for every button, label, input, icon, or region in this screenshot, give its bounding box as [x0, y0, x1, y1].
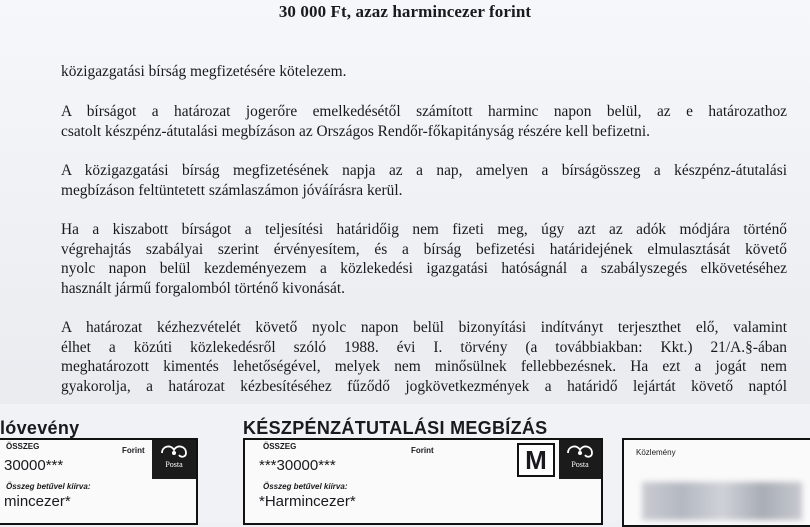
posta-logo: [152, 440, 196, 480]
amount-title: 30 000 Ft, azaz harmincezer forint: [278, 2, 532, 21]
payment-form: [0, 404, 810, 521]
text-line: gyakorolja, a határozat kézbesítéséhez fűződő jogkövetkezmények a határidő lejártát követő naptól: [61, 377, 787, 395]
amount-label: ÖSSZEG: [263, 442, 297, 451]
amount-label: ÖSSZEG: [6, 442, 40, 451]
transfer-form-heading: KÉSZPÉNZÁTUTALÁSI MEGBÍZÁS: [243, 418, 548, 438]
text-line: élhet a közúti közlekedésről szóló 1988. évi I. törvény (a továbbiakban: Kkt.) 21/A.§-ában: [61, 338, 787, 356]
note-label: Közlemény: [636, 448, 676, 457]
receipt-words-box: [0, 479, 198, 525]
text-line: A bírságot a határozat jogerőre emelkedésétől számított harminc napon belül, az e határozathoz: [61, 103, 787, 120]
text-line: megbízáson feltüntetett számlaszámon jóváírásra kerül.: [61, 181, 403, 199]
transfer-amount-value: ***30000***: [259, 457, 336, 474]
words-label: Összeg betűvel kiírva:: [6, 482, 91, 491]
transfer-words-box: [243, 479, 603, 525]
note-box: [622, 438, 810, 527]
paragraph-4: [61, 220, 787, 298]
transfer-words-value: *Harmincezer*: [259, 493, 356, 510]
text-line: Ha a kiszabott bírságot a teljesítési határidőig nem fizeti meg, úgy azt az adók módjára történő: [61, 221, 787, 238]
redacted-area: [642, 482, 802, 520]
posta-label: Posta: [165, 460, 183, 469]
paragraph-3: [61, 161, 787, 200]
paragraph-1: [61, 62, 787, 82]
text-line: nyolc napon belül kezdeményezem a közlekedési igazgatási hatóságnál a szabályszegés elkövetéséhez: [61, 260, 787, 278]
text-line: csatolt készpénz-átutalási megbízáson az Országos Rendőr-főkapitányság részére kell befizetni.: [61, 122, 650, 140]
text-line: végrehajtás szabályai szerint érvényesítem, és a bírság befizetési határidejének elmulasztását követő: [61, 240, 787, 258]
receipt-words-value: mincezer*: [4, 493, 71, 510]
receipt-amount-box: [0, 438, 198, 482]
paragraph-2: [61, 102, 787, 141]
receipt-heading: lóvevény: [0, 418, 80, 438]
text-line: használt jármű forgalomból történő kivonását.: [61, 279, 345, 297]
text-line: A közigazgatási bírság megfizetésének napja az a nap, amelyen a bírságösszeg a készpénz-átutalási: [61, 162, 787, 179]
text-line: meghatározott kimentés lehetőségével, melyek nem minősülnek fellebbezésnek. Ha ezt a jogát nem: [61, 358, 787, 376]
paragraph-5: [61, 318, 787, 396]
receipt-amount-value: 30000***: [4, 457, 64, 474]
transfer-amount-box: [243, 438, 603, 482]
currency-label: Forint: [122, 446, 145, 455]
words-label: Összeg betűvel kiírva:: [263, 482, 348, 491]
posthorn-icon: [565, 442, 595, 460]
text-line: A határozat kézhezvételét követő nyolc napon belül bizonyítási indítványt terjeszthet elő, valamint: [61, 319, 787, 336]
posta-logo: [559, 440, 601, 480]
m-mark-box: M: [517, 443, 555, 477]
text-line: közigazgatási bírság megfizetésére kötelezem.: [61, 63, 347, 80]
currency-label: Forint: [411, 446, 434, 455]
posthorn-icon: [159, 442, 189, 460]
posta-label: Posta: [571, 460, 589, 469]
